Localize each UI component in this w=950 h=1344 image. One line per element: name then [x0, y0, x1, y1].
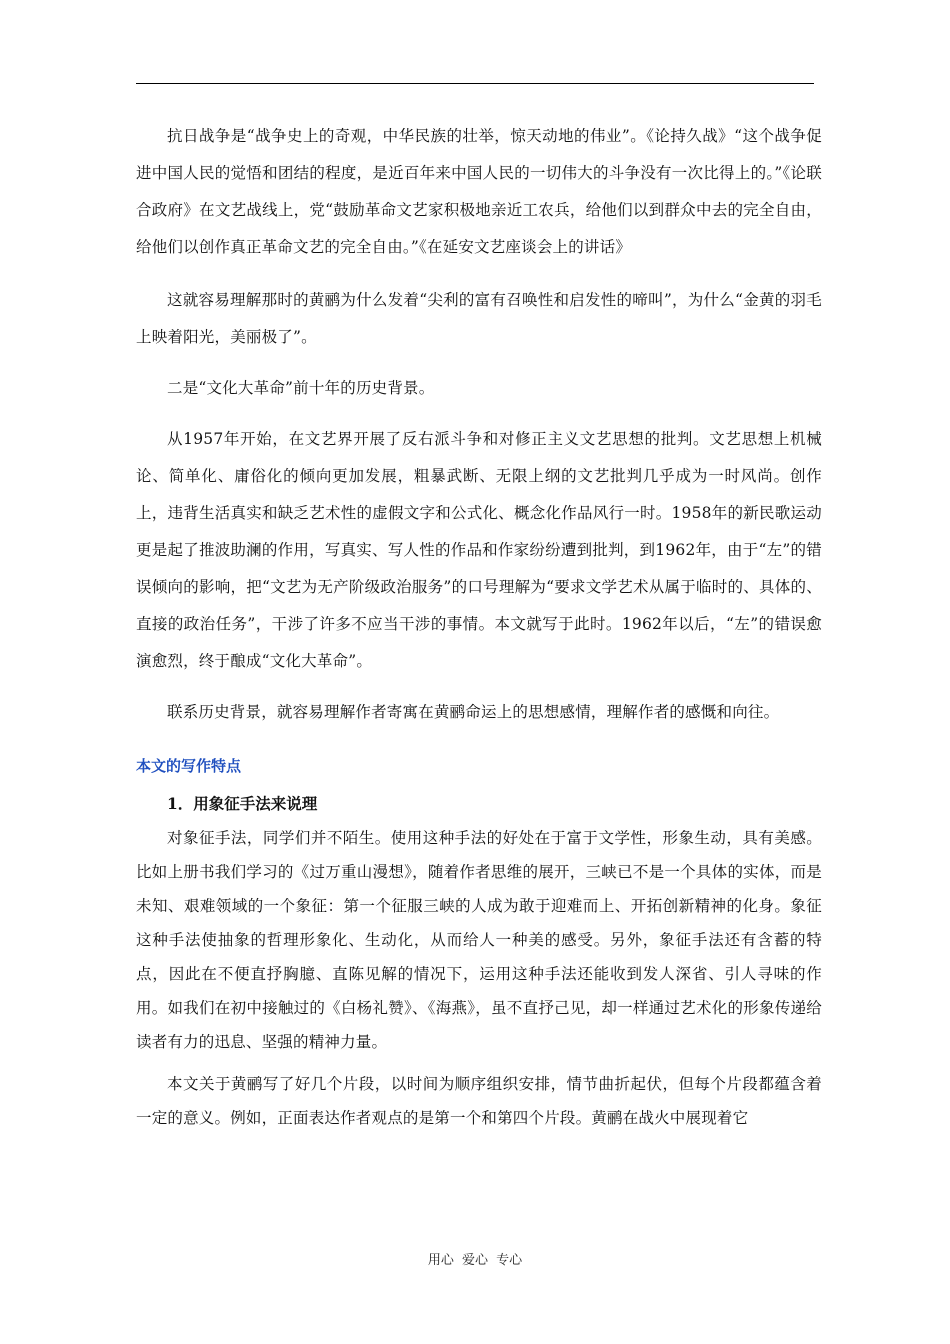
- sub-heading-symbolism: 1．用象征手法来说理: [167, 794, 318, 813]
- page-footer: 用心 爱心 专心: [427, 1253, 523, 1268]
- document-body: [136, 118, 822, 1135]
- paragraph-background-two: 二是“文化大革命”前十年的历史背景。: [167, 379, 435, 397]
- paragraph-historical-context: 联系历史背景，就容易理解作者寄寓在黄鹂命运上的思想感情，理解作者的感慨和向往。: [167, 703, 780, 721]
- header-rule: [136, 83, 814, 84]
- paragraph-symbolism: 对象征手法，同学们并不陌生。使用这种手法的好处在于富于文学性，形象生动，具有美感。比如上册书我们学习的《过万重山漫想》，随着作者思维的展开，三峡已不是一个具体的实体，而是未知、艰难领域的一个象征：第一个征服三峡的人成为敢于迎难而上、开拓创新精神的化身。象征这种手法使抽象的哲理形象化、生动化，从而给人一种美的感受。另外，象征手法还有含蓄的特点，因此在不便直抒胸臆、直陈见解的情况下，运用这种手法还能收到发人深省、引人寻味的作用。如我们在初中接触过的《白杨礼赞》、《海燕》，虽不直抒己见，却一样通过艺术化的形象传递给读者有力的迅息、坚强的精神力量。: [136, 829, 822, 1051]
- paragraph-anti-japanese-war: 抗日战争是“战争史上的奇观，中华民族的壮举，惊天动地的伟业”。《论持久战》“这个战争促进中国人民的觉悟和团结的程度，是近百年来中国人民的一切伟大的斗争没有一次比得上的。”《论联合政府》在文艺战线上，党“鼓励革命文艺家积极地亲近工农兵，给他们以到群众中去的完全自由，给他们以创作真正革命文艺的完全自由。”《在延安文艺座谈会上的讲话》: [136, 127, 822, 256]
- paragraph-1957-criticism: 从1957年开始，在文艺界开展了反右派斗争和对修正主义文艺思想的批判。文艺思想上机械论、简单化、庸俗化的倾向更加发展，粗暴武断、无限上纲的文艺批判几乎成为一时风尚。创作上，违背生活真实和缺乏艺术性的虚假文字和公式化、概念化作品风行一时。1958年的新民歌运动更是起了推波助澜的作用，写真实、写人性的作品和作家纷纷遭到批判，到1962年，由于“左”的错误倾向的影响，把“文艺为无产阶级政治服务”的口号理解为“要求文学艺术从属于临时的、具体的、直接的政治任务”，干涉了许多不应当干涉的事情。本文就写于此时。1962年以后，“左”的错误愈演愈烈，终于酿成“文化大革命”。: [136, 430, 822, 670]
- paragraph-oriole-call: 这就容易理解那时的黄鹂为什么发着“尖利的富有召唤性和启发性的啼叫”，为什么“金黄的羽毛上映着阳光，美丽极了”。: [136, 291, 822, 346]
- section-heading-writing-features: 本文的写作特点: [136, 757, 242, 775]
- paragraph-oriole-fragments: 本文关于黄鹂写了好几个片段，以时间为顺序组织安排，情节曲折起伏，但每个片段都蕴含着一定的意义。例如，正面表达作者观点的是第一个和第四个片段。黄鹂在战火中展现着它: [136, 1075, 822, 1127]
